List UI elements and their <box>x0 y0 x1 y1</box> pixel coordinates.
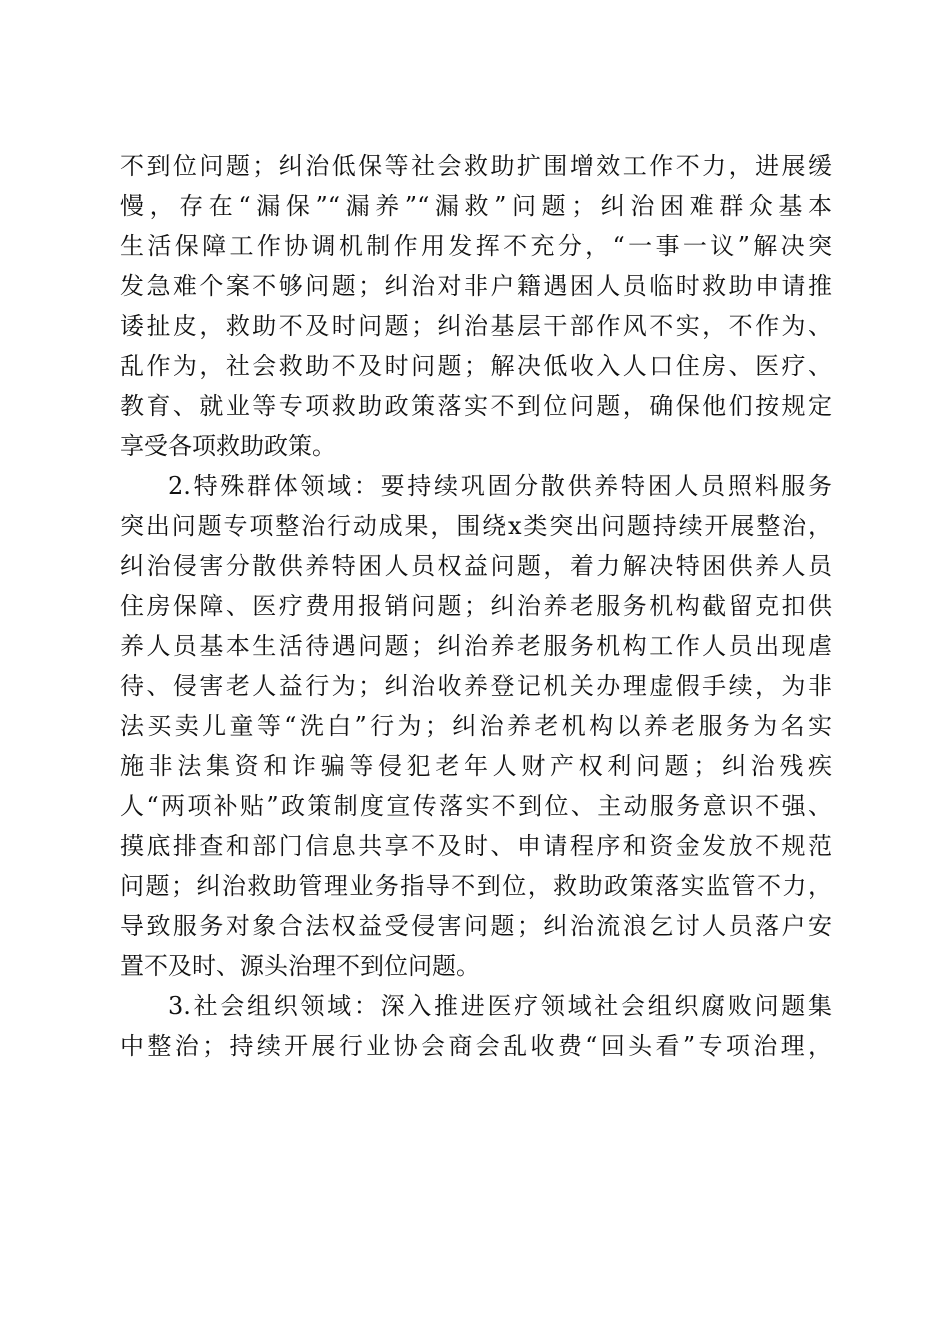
text-line: 享受各项救助政策。 <box>120 432 336 460</box>
text-line: 法买卖儿童等“洗白”行为；纠治养老机构以养老服务为名实 <box>120 712 832 740</box>
document-body <box>120 146 832 1066</box>
text-line: 纠治侵害分散供养特困人员权益问题，着力解决特困供养人员 <box>120 552 832 580</box>
text-line: 生活保障工作协调机制作用发挥不充分，“一事一议”解决突 <box>120 232 832 260</box>
text-line: 住房保障、医疗费用报销问题；纠治养老服务机构截留克扣供 <box>120 592 832 620</box>
text-line: 乱作为，社会救助不及时问题；解决低收入人口住房、医疗、 <box>120 352 832 380</box>
text-line: 摸底排查和部门信息共享不及时、申请程序和资金发放不规范 <box>120 832 832 860</box>
text-line: 诿扯皮，救助不及时问题；纠治基层干部作风不实，不作为、 <box>120 312 832 340</box>
text-line: 不到位问题；纠治低保等社会救助扩围增效工作不力，进展缓 <box>120 152 832 180</box>
text-line: 中整治；持续开展行业协会商会乱收费“回头看”专项治理， <box>120 1032 832 1060</box>
text-line: 发急难个案不够问题；纠治对非户籍遇困人员临时救助申请推 <box>120 272 832 300</box>
text-line: 导致服务对象合法权益受侵害问题；纠治流浪乞讨人员落户安 <box>120 912 832 940</box>
text-line: 人“两项补贴”政策制度宣传落实不到位、主动服务意识不强、 <box>120 792 832 820</box>
text-line: 教育、就业等专项救助政策落实不到位问题，确保他们按规定 <box>120 392 832 420</box>
paragraph-heading-line: 3.社会组织领域：深入推进医疗领域社会组织腐败问题集 <box>168 992 832 1020</box>
text-line: 养人员基本生活待遇问题；纠治养老服务机构工作人员出现虐 <box>120 632 832 660</box>
text-line: 突出问题专项整治行动成果，围绕x类突出问题持续开展整治， <box>120 512 832 540</box>
text-line: 慢，存在“漏保”“漏养”“漏救”问题；纠治困难群众基本 <box>120 192 832 220</box>
text-line: 问题；纠治救助管理业务指导不到位，救助政策落实监管不力， <box>120 872 832 900</box>
text-line: 施非法集资和诈骗等侵犯老年人财产权利问题；纠治残疾 <box>120 752 832 780</box>
text-line: 待、侵害老人益行为；纠治收养登记机关办理虚假手续，为非 <box>120 672 832 700</box>
text-line: 置不及时、源头治理不到位问题。 <box>120 952 480 980</box>
paragraph-heading-line: 2.特殊群体领域：要持续巩固分散供养特困人员照料服务 <box>168 472 832 500</box>
